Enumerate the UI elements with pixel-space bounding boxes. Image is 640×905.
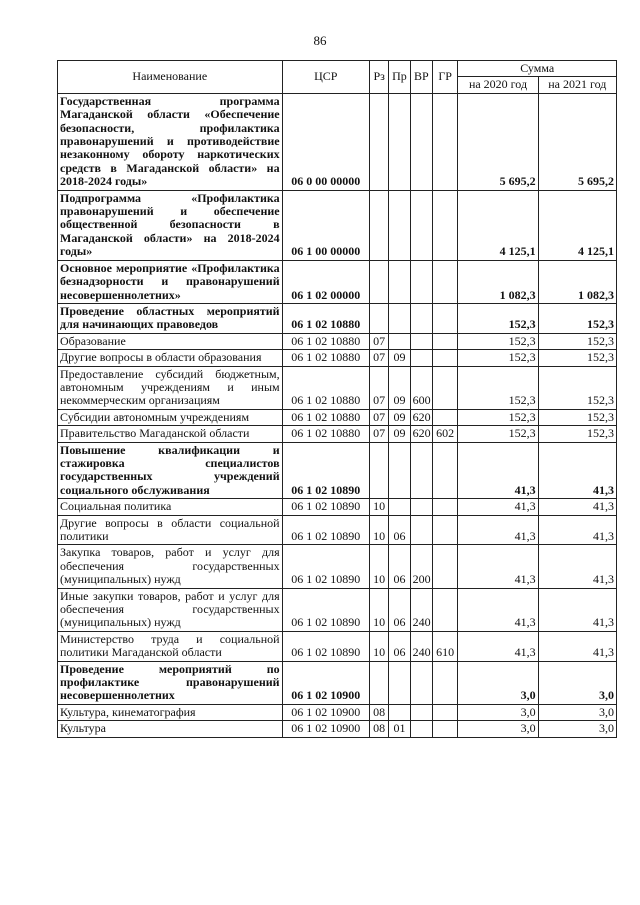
row-amount-2021: 41,3 (538, 631, 616, 661)
row-amount-2021: 5 695,2 (538, 93, 616, 190)
row-vr (410, 704, 432, 720)
row-amount-2021: 152,3 (538, 366, 616, 409)
row-rz: 07 (370, 350, 389, 366)
table-row (58, 442, 617, 499)
row-amount-2020: 152,3 (458, 366, 538, 409)
row-csr: 06 1 02 10890 (282, 499, 369, 515)
budget-table (57, 60, 617, 738)
row-rz: 10 (370, 545, 389, 588)
page-number: 86 (313, 33, 327, 48)
row-amount-2020: 41,3 (458, 545, 538, 588)
row-csr: 06 1 02 10880 (282, 366, 369, 409)
row-amount-2021: 152,3 (538, 409, 616, 425)
row-vr (410, 93, 432, 190)
row-rz: 07 (370, 333, 389, 349)
row-csr: 06 1 02 10880 (282, 303, 369, 333)
row-pr: 01 (389, 721, 410, 737)
row-vr (410, 260, 432, 303)
row-gr: 602 (432, 426, 457, 442)
row-gr (432, 350, 457, 366)
row-gr (432, 721, 457, 737)
row-amount-2021: 41,3 (538, 545, 616, 588)
budget-table-body (58, 93, 617, 737)
row-amount-2020: 3,0 (458, 661, 538, 704)
row-amount-2020: 3,0 (458, 704, 538, 720)
row-pr: 09 (389, 366, 410, 409)
row-amount-2021: 41,3 (538, 442, 616, 499)
row-rz (370, 93, 389, 190)
table-row (58, 545, 617, 588)
row-vr (410, 333, 432, 349)
row-amount-2020: 41,3 (458, 515, 538, 545)
row-rz: 07 (370, 426, 389, 442)
header-pr: Пр (389, 61, 410, 94)
table-row (58, 366, 617, 409)
row-pr: 06 (389, 588, 410, 631)
row-csr: 06 1 02 10880 (282, 409, 369, 425)
row-vr (410, 515, 432, 545)
row-amount-2020: 152,3 (458, 350, 538, 366)
row-gr (432, 303, 457, 333)
row-pr: 09 (389, 409, 410, 425)
row-name: Социальная политика (58, 499, 283, 515)
row-csr: 06 1 02 10900 (282, 721, 369, 737)
table-row (58, 515, 617, 545)
row-gr (432, 704, 457, 720)
row-vr (410, 499, 432, 515)
table-row (58, 721, 617, 737)
row-name: Культура (58, 721, 283, 737)
row-name: Закупка товаров, работ и услуг для обеспечения государственных (муниципальных) нужд (58, 545, 283, 588)
table-row (58, 426, 617, 442)
row-name: Субсидии автономным учреждениям (58, 409, 283, 425)
row-amount-2020: 152,3 (458, 426, 538, 442)
row-amount-2020: 1 082,3 (458, 260, 538, 303)
row-gr (432, 545, 457, 588)
row-rz: 10 (370, 515, 389, 545)
row-pr: 06 (389, 545, 410, 588)
row-gr (432, 366, 457, 409)
row-csr: 06 1 02 10900 (282, 661, 369, 704)
row-vr: 600 (410, 366, 432, 409)
row-pr (389, 661, 410, 704)
table-row (58, 661, 617, 704)
row-amount-2020: 4 125,1 (458, 190, 538, 260)
row-amount-2021: 152,3 (538, 333, 616, 349)
row-name: Другие вопросы в области социальной политики (58, 515, 283, 545)
row-pr: 06 (389, 631, 410, 661)
row-vr (410, 303, 432, 333)
table-row (58, 303, 617, 333)
row-gr (432, 93, 457, 190)
row-gr: 610 (432, 631, 457, 661)
row-name: Министерство труда и социальной политики Магаданской области (58, 631, 283, 661)
row-name: Образование (58, 333, 283, 349)
row-name: Основное мероприятие «Профилактика безнадзорности и правонарушений несовершеннолетних» (58, 260, 283, 303)
row-csr: 06 1 02 10890 (282, 442, 369, 499)
table-row (58, 631, 617, 661)
row-rz: 07 (370, 409, 389, 425)
row-name: Культура, кинематография (58, 704, 283, 720)
row-csr: 06 1 02 10880 (282, 333, 369, 349)
row-rz: 08 (370, 721, 389, 737)
row-amount-2021: 152,3 (538, 426, 616, 442)
row-amount-2020: 41,3 (458, 499, 538, 515)
header-rz: Рз (370, 61, 389, 94)
row-rz: 10 (370, 499, 389, 515)
row-csr: 06 1 02 10900 (282, 704, 369, 720)
row-amount-2020: 41,3 (458, 442, 538, 499)
row-amount-2020: 152,3 (458, 409, 538, 425)
row-pr (389, 93, 410, 190)
header-csr: ЦСР (282, 61, 369, 94)
row-csr: 06 1 02 10890 (282, 631, 369, 661)
row-gr (432, 409, 457, 425)
row-vr (410, 442, 432, 499)
row-rz: 10 (370, 588, 389, 631)
table-row (58, 190, 617, 260)
row-vr: 620 (410, 409, 432, 425)
header-sum: Сумма (458, 61, 617, 77)
row-vr (410, 661, 432, 704)
row-gr (432, 260, 457, 303)
row-pr (389, 190, 410, 260)
row-amount-2020: 152,3 (458, 303, 538, 333)
row-gr (432, 588, 457, 631)
row-amount-2021: 152,3 (538, 350, 616, 366)
row-pr (389, 260, 410, 303)
header-name: Наименование (58, 61, 283, 94)
row-csr: 06 1 02 10880 (282, 426, 369, 442)
header-gr: ГР (432, 61, 457, 94)
row-gr (432, 190, 457, 260)
row-pr (389, 303, 410, 333)
row-vr: 240 (410, 631, 432, 661)
table-row (58, 704, 617, 720)
table-row (58, 260, 617, 303)
row-name: Предоставление субсидий бюджетным, автономным учреждениям и иным некоммерческим организациям (58, 366, 283, 409)
row-name: Повышение квалификации и стажировка специалистов государственных учреждений социального обслуживания (58, 442, 283, 499)
row-amount-2021: 4 125,1 (538, 190, 616, 260)
row-gr (432, 442, 457, 499)
row-vr (410, 190, 432, 260)
row-name: Проведение областных мероприятий для начинающих правоведов (58, 303, 283, 333)
row-rz (370, 190, 389, 260)
table-row (58, 93, 617, 190)
row-csr: 06 1 00 00000 (282, 190, 369, 260)
row-amount-2021: 3,0 (538, 704, 616, 720)
row-rz (370, 260, 389, 303)
row-csr: 06 1 02 00000 (282, 260, 369, 303)
row-gr (432, 499, 457, 515)
row-csr: 06 1 02 10880 (282, 350, 369, 366)
row-name: Подпрограмма «Профилактика правонарушений и обеспечение общественной безопасности в Магаданской области» на 2018-2024 годы» (58, 190, 283, 260)
table-row (58, 409, 617, 425)
row-rz (370, 661, 389, 704)
header-year-2021: на 2021 год (538, 77, 616, 93)
row-name: Иные закупки товаров, работ и услуг для обеспечения государственных (муниципальных) нужд (58, 588, 283, 631)
row-rz (370, 442, 389, 499)
table-row (58, 499, 617, 515)
table-row (58, 333, 617, 349)
row-vr (410, 721, 432, 737)
row-amount-2021: 3,0 (538, 721, 616, 737)
row-amount-2021: 3,0 (538, 661, 616, 704)
row-csr: 06 1 02 10890 (282, 588, 369, 631)
row-csr: 06 0 00 00000 (282, 93, 369, 190)
row-amount-2020: 152,3 (458, 333, 538, 349)
row-vr: 200 (410, 545, 432, 588)
row-name: Правительство Магаданской области (58, 426, 283, 442)
row-gr (432, 661, 457, 704)
row-pr: 09 (389, 426, 410, 442)
row-gr (432, 515, 457, 545)
row-amount-2020: 41,3 (458, 588, 538, 631)
row-amount-2021: 1 082,3 (538, 260, 616, 303)
table-row (58, 588, 617, 631)
row-pr: 06 (389, 515, 410, 545)
row-name: Другие вопросы в области образования (58, 350, 283, 366)
row-amount-2020: 41,3 (458, 631, 538, 661)
table-row (58, 350, 617, 366)
row-rz: 07 (370, 366, 389, 409)
row-name: Проведение мероприятий по профилактике правонарушений несовершеннолетних (58, 661, 283, 704)
row-csr: 06 1 02 10890 (282, 515, 369, 545)
row-vr: 240 (410, 588, 432, 631)
row-amount-2021: 41,3 (538, 499, 616, 515)
row-rz: 10 (370, 631, 389, 661)
row-pr: 09 (389, 350, 410, 366)
row-vr (410, 350, 432, 366)
row-csr: 06 1 02 10890 (282, 545, 369, 588)
row-pr (389, 442, 410, 499)
row-amount-2020: 3,0 (458, 721, 538, 737)
row-rz: 08 (370, 704, 389, 720)
row-pr (389, 333, 410, 349)
row-amount-2020: 5 695,2 (458, 93, 538, 190)
row-name: Государственная программа Магаданской области «Обеспечение безопасности, профилактика правонарушений и противодействие незаконному обороту наркотических средств в Магаданской области» на 2018-2024 годы» (58, 93, 283, 190)
row-gr (432, 333, 457, 349)
row-amount-2021: 41,3 (538, 515, 616, 545)
row-vr: 620 (410, 426, 432, 442)
header-vr: ВР (410, 61, 432, 94)
row-pr (389, 704, 410, 720)
row-rz (370, 303, 389, 333)
row-pr (389, 499, 410, 515)
row-amount-2021: 152,3 (538, 303, 616, 333)
row-amount-2021: 41,3 (538, 588, 616, 631)
header-year-2020: на 2020 год (458, 77, 538, 93)
